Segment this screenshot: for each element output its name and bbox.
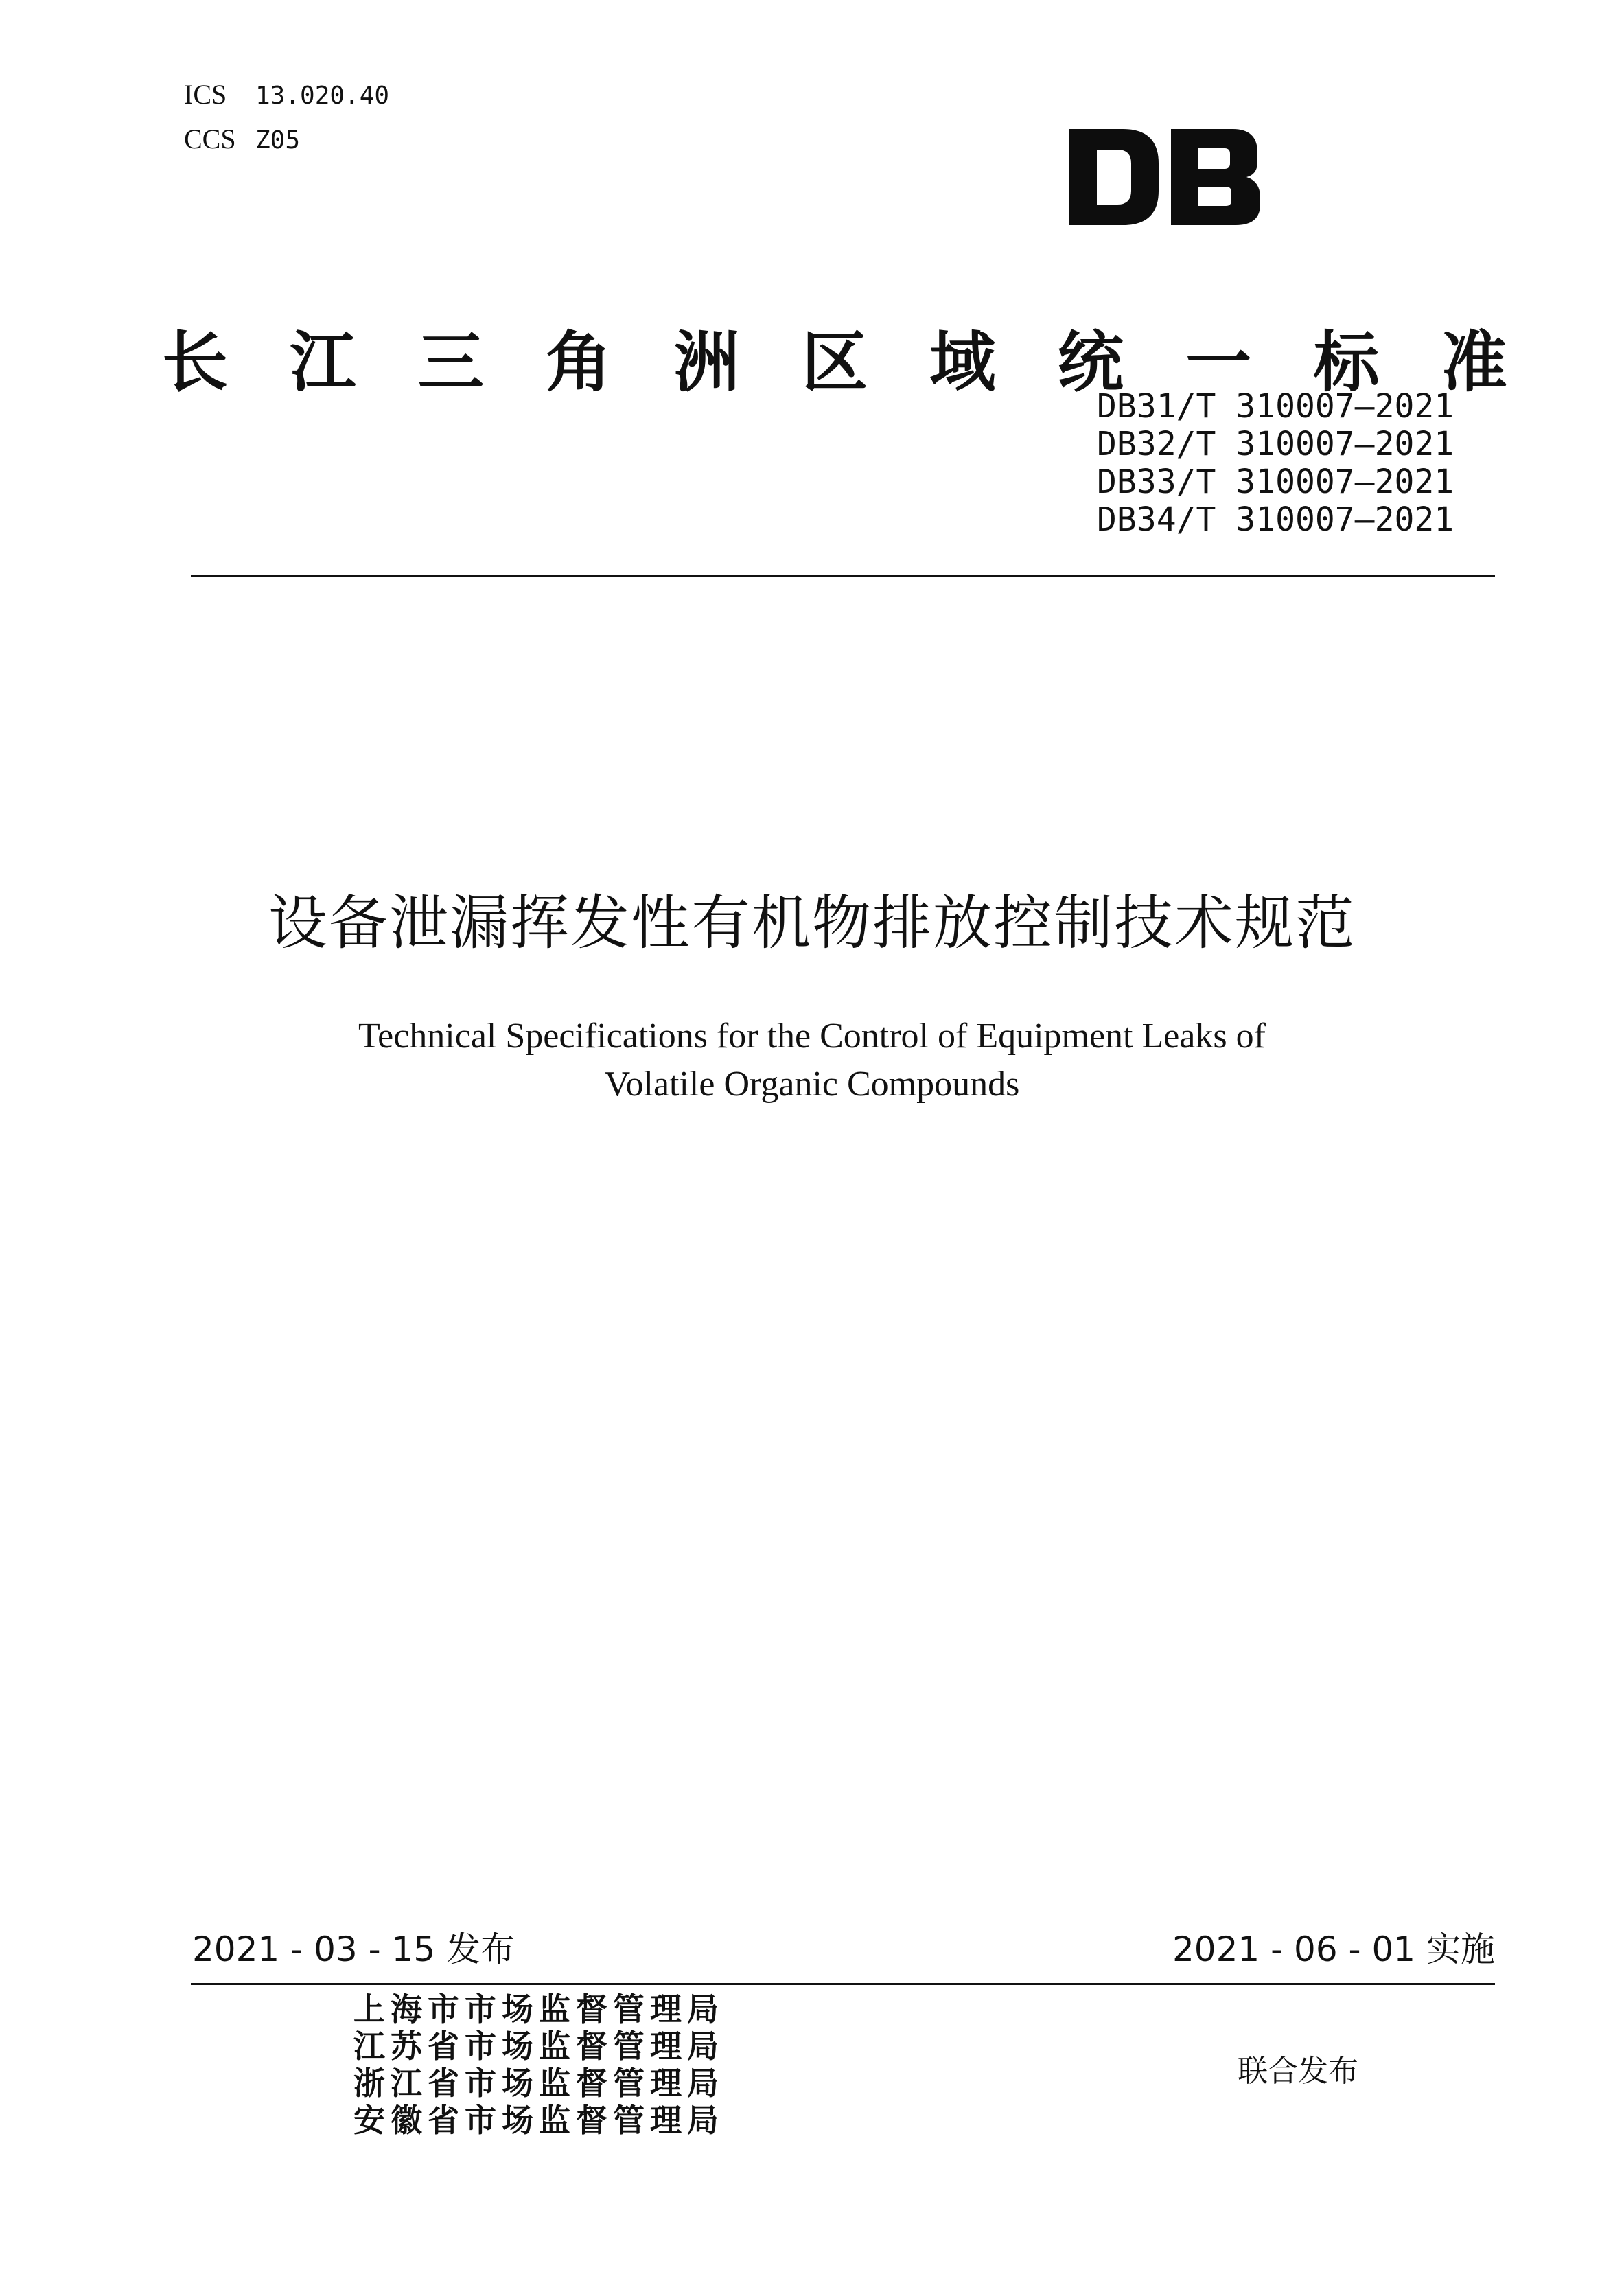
ics-label: ICS xyxy=(184,79,227,110)
region-title-char: 长 xyxy=(162,323,228,401)
standard-number: DB32/T 310007—2021 xyxy=(1097,425,1454,463)
implementation-date: 2021 - 06 - 01 实施 xyxy=(1172,1929,1495,1969)
footer-divider xyxy=(191,1983,1495,1985)
title-en-line: Technical Specifications for the Control of Equipment Leaks of xyxy=(358,1017,1266,1056)
document-title-cn: 设备泄漏挥发性有机物排放控制技术规范 xyxy=(268,889,1356,958)
issue-date: 2021 - 03 - 15 发布 xyxy=(192,1929,515,1969)
issuer: 浙江省市场监督管理局 xyxy=(353,2065,724,2102)
header-divider xyxy=(191,575,1495,577)
title-en-line: Volatile Organic Compounds xyxy=(604,1065,1020,1104)
region-title-char: 标 xyxy=(1313,323,1380,401)
region-title-char: 洲 xyxy=(673,323,740,401)
joint-release-label: 联合发布 xyxy=(1238,2054,1358,2089)
standard-number: DB31/T 310007—2021 xyxy=(1097,387,1454,426)
region-title-char: 角 xyxy=(546,323,612,401)
standard-number: DB34/T 310007—2021 xyxy=(1097,500,1454,539)
region-title-char: 区 xyxy=(801,323,868,401)
region-title-char: 一 xyxy=(1185,323,1252,401)
ccs-code xyxy=(184,126,300,153)
document-title-en xyxy=(0,1012,1624,1109)
issuer: 上海市市场监督管理局 xyxy=(353,1991,724,2028)
issuing-authorities xyxy=(353,1991,724,2139)
standard-number: DB33/T 310007—2021 xyxy=(1097,463,1454,501)
ccs-label: CCS xyxy=(184,124,236,154)
region-title-char: 三 xyxy=(417,323,484,401)
region-title-char: 准 xyxy=(1441,323,1507,401)
standard-numbers xyxy=(1097,388,1454,539)
ics-value: 13.020.40 xyxy=(255,82,390,110)
db-logo xyxy=(1069,129,1260,225)
region-title-char: 江 xyxy=(290,323,356,401)
region-title-char: 域 xyxy=(929,323,996,401)
ics-code xyxy=(184,81,389,108)
region-title-char: 统 xyxy=(1057,323,1124,401)
ccs-value: Z05 xyxy=(255,126,301,154)
issuer: 安徽省市场监督管理局 xyxy=(353,2102,724,2139)
issuer: 江苏省市场监督管理局 xyxy=(353,2028,724,2065)
